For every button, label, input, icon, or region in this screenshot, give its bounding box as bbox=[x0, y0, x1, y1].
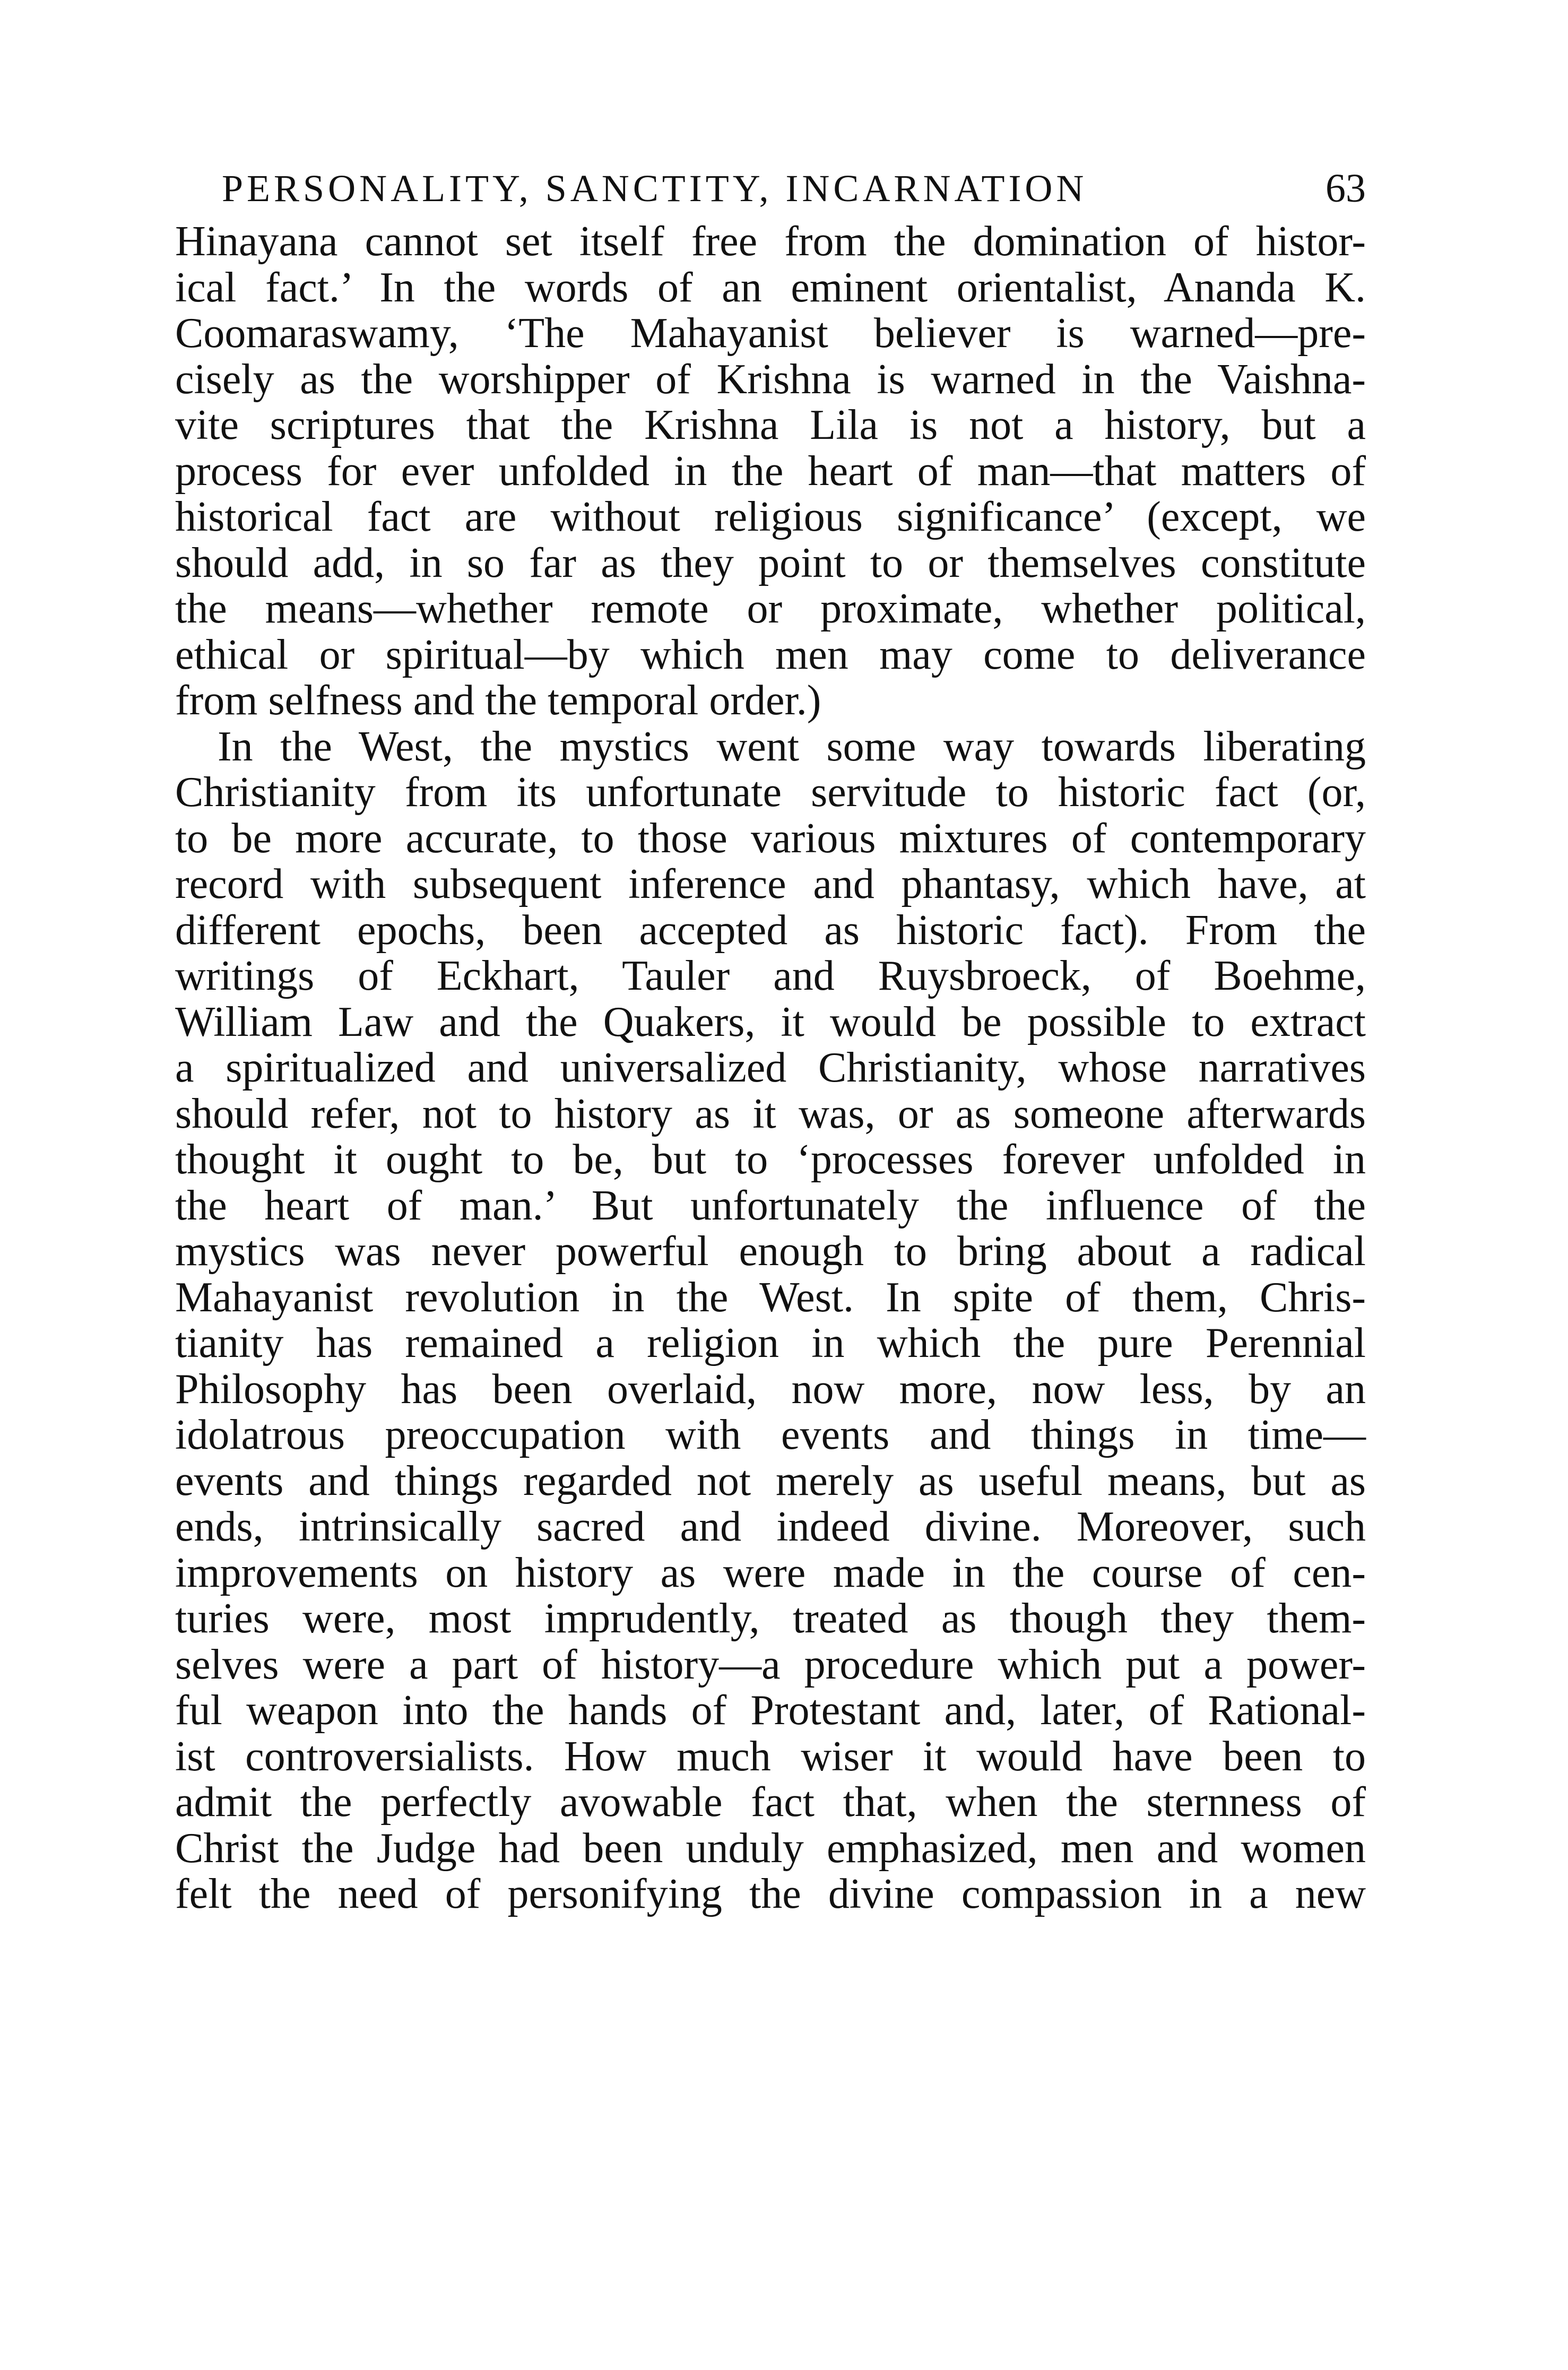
paragraph bbox=[175, 219, 1366, 724]
text-line: Philosophy has been overlaid, now more, now less, by an bbox=[175, 1365, 1366, 1413]
text-line: Christ the Judge had been unduly emphasized, men and women bbox=[175, 1824, 1366, 1872]
text-line: turies were, most imprudently, treated as though they them- bbox=[175, 1595, 1366, 1642]
text-line: cisely as the worshipper of Krishna is warned in the Vaishna- bbox=[175, 356, 1366, 403]
text-line: a spiritualized and universalized Christianity, whose narratives bbox=[175, 1044, 1366, 1091]
text-line: should add, in so far as they point to or themselves constitute bbox=[175, 539, 1366, 586]
text-line: In the West, the mystics went some way towards liberating bbox=[218, 723, 1366, 770]
paragraph bbox=[175, 724, 1366, 1917]
running-head bbox=[216, 159, 1366, 218]
text-line: events and things regarded not merely as useful means, but as bbox=[175, 1457, 1366, 1504]
text-line: felt the need of personifying the divine compassion in a new bbox=[175, 1871, 1366, 1917]
text-line: process for ever unfolded in the heart of man—that matters of bbox=[175, 447, 1366, 495]
text-line: vite scriptures that the Krishna Lila is not a history, but a bbox=[175, 402, 1366, 448]
running-title: PERSONALITY, SANCTITY, INCARNATION bbox=[222, 167, 1088, 210]
text-line: admit the perfectly avowable fact that, when the sternness of bbox=[175, 1779, 1366, 1826]
text-line: Coomaraswamy, ‘The Mahayanist believer is warned—pre- bbox=[175, 310, 1366, 357]
text-line: should refer, not to history as it was, or as someone afterwards bbox=[175, 1090, 1366, 1137]
text-line: thought it ought to be, but to ‘processes forever unfolded in bbox=[175, 1136, 1366, 1183]
text-line: Mahayanist revolution in the West. In spite of them, Chris- bbox=[175, 1274, 1366, 1321]
text-line: the means—whether remote or proximate, whether political, bbox=[175, 585, 1366, 632]
text-line: writings of Eckhart, Tauler and Ruysbroeck, of Boehme, bbox=[175, 953, 1366, 999]
text-line: historical fact are without religious significance’ (except, we bbox=[175, 494, 1366, 540]
text-line: from selfness and the temporal order.) bbox=[175, 677, 821, 724]
text-line: mystics was never powerful enough to bring about a radical bbox=[175, 1228, 1366, 1275]
text-line: improvements on history as were made in the course of cen- bbox=[175, 1549, 1366, 1596]
text-line: William Law and the Quakers, it would be possible to extract bbox=[175, 998, 1366, 1045]
text-line: tianity has remained a religion in which the pure Perennial bbox=[175, 1320, 1366, 1366]
text-line: Christianity from its unfortunate servitude to historic fact (or, bbox=[175, 769, 1366, 816]
text-line: ical fact.’ In the words of an eminent orientalist, Ananda K. bbox=[175, 264, 1366, 311]
text-line: the heart of man.’ But unfortunately the influence of the bbox=[175, 1182, 1366, 1229]
text-line: selves were a part of history—a procedure which put a power- bbox=[175, 1641, 1366, 1688]
text-line: different epochs, been accepted as historic fact). From the bbox=[175, 906, 1366, 954]
text-line: Hinayana cannot set itself free from the domination of histor- bbox=[175, 218, 1366, 265]
text-line: ethical or spiritual—by which men may come to deliverance bbox=[175, 631, 1366, 678]
text-line: ends, intrinsically sacred and indeed divine. Moreover, such bbox=[175, 1503, 1366, 1550]
text-line: idolatrous preoccupation with events and things in time— bbox=[175, 1412, 1366, 1458]
text-line: record with subsequent inference and phantasy, which have, at bbox=[175, 861, 1366, 907]
text-line: ful weapon into the hands of Protestant and, later, of Rational- bbox=[175, 1687, 1366, 1734]
text-line: to be more accurate, to those various mixtures of contemporary bbox=[175, 815, 1366, 862]
body-text bbox=[175, 219, 1366, 1917]
text-line: ist controversialists. How much wiser it would have been to bbox=[175, 1733, 1366, 1780]
page-number: 63 bbox=[1326, 166, 1366, 211]
